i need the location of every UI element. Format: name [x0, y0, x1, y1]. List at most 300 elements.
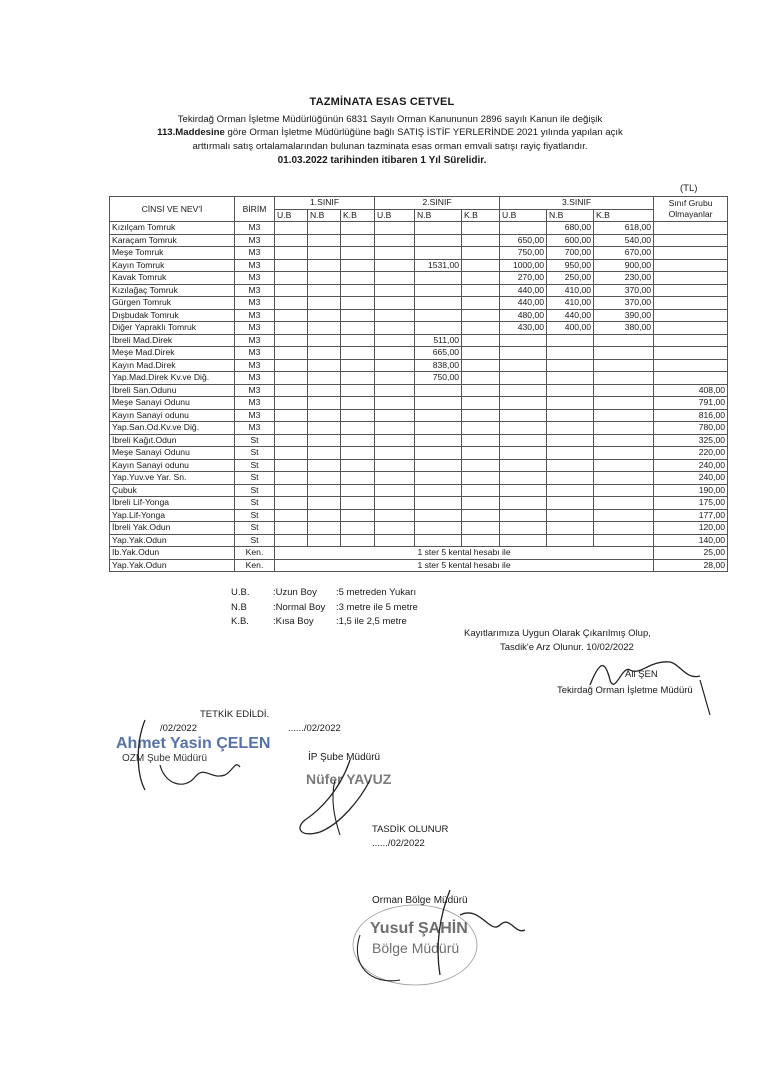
unit: M3	[235, 397, 275, 410]
product-name: Kayın Sanayi odunu	[110, 409, 235, 422]
c2-price-cell	[462, 222, 500, 235]
c2-price-cell	[415, 247, 462, 260]
c2-price-cell	[462, 497, 500, 510]
c2-price-cell	[375, 447, 415, 460]
unit: St	[235, 447, 275, 460]
c2-price-cell	[415, 434, 462, 447]
c2-price-cell	[415, 272, 462, 285]
c1-price-cell	[341, 359, 375, 372]
no-class-price	[654, 272, 728, 285]
header-ub: U.B	[275, 209, 308, 222]
product-name: İbreli Mad.Direk	[110, 334, 235, 347]
unit: M3	[235, 222, 275, 235]
c3-price-cell	[547, 434, 594, 447]
c2-price-cell	[375, 347, 415, 360]
document-title: TAZMİNATA ESAS CETVEL	[309, 96, 455, 108]
c1-price-cell	[275, 484, 308, 497]
c2-price-cell	[462, 434, 500, 447]
c1-price-cell	[275, 334, 308, 347]
c2-price-cell	[415, 322, 462, 335]
no-class-price: 175,00	[654, 497, 728, 510]
no-class-price	[654, 259, 728, 272]
c1-price-cell	[275, 284, 308, 297]
c3-price-cell	[594, 534, 654, 547]
c2-price-cell	[375, 534, 415, 547]
legend-name: :Normal Boy	[273, 601, 326, 613]
c3-price-cell	[500, 397, 547, 410]
c1-price-cell	[275, 297, 308, 310]
no-class-price: 816,00	[654, 409, 728, 422]
c1-price-cell	[308, 534, 341, 547]
unit: M3	[235, 322, 275, 335]
c2-price-cell	[462, 272, 500, 285]
legend-desc: :5 metreden Yukarı	[336, 587, 417, 598]
legend-desc: :3 metre ile 5 metre	[336, 601, 418, 613]
c3-price-cell	[500, 472, 547, 485]
c3-price-cell	[547, 397, 594, 410]
c1-price-cell	[341, 297, 375, 310]
c3-price-cell: 618,00	[594, 222, 654, 235]
ip-title: İP Şube Müdürü	[308, 752, 381, 763]
legend-row	[231, 615, 418, 630]
c3-price-cell	[594, 509, 654, 522]
legend-abbr: U.B.	[231, 587, 250, 598]
c2-price-cell	[415, 522, 462, 535]
prepared-statement-1: Kayıtlarımıza Uygun Olarak Çıkarılmış Olup,	[464, 628, 651, 639]
c3-price-cell: 390,00	[594, 309, 654, 322]
c2-price-cell	[462, 534, 500, 547]
c3-price-cell	[594, 434, 654, 447]
unit: M3	[235, 372, 275, 385]
c1-price-cell	[341, 459, 375, 472]
product-name: Meşe Tomruk	[110, 247, 235, 260]
c2-price-cell	[375, 459, 415, 472]
product-name: İbreli Kağıt.Odun	[110, 434, 235, 447]
c1-price-cell	[308, 272, 341, 285]
c1-price-cell	[308, 397, 341, 410]
c3-price-cell: 230,00	[594, 272, 654, 285]
legend-abbr: K.B.	[231, 616, 249, 627]
c2-price-cell	[462, 459, 500, 472]
table-row	[110, 497, 728, 510]
c2-price-cell	[375, 434, 415, 447]
table-row	[110, 259, 728, 272]
table-row	[110, 234, 728, 247]
c2-price-cell	[375, 272, 415, 285]
table-row	[110, 397, 728, 410]
c1-price-cell	[341, 472, 375, 485]
c3-price-cell	[547, 422, 594, 435]
c2-price-cell	[462, 309, 500, 322]
c2-price-cell	[415, 222, 462, 235]
c3-price-cell	[500, 459, 547, 472]
c1-price-cell	[341, 409, 375, 422]
intro-line-3: arttırmalı satış ortalamalarından bulunan tazminata esas orman emvali satışı rayiç fiyatlarıdır.	[192, 141, 588, 152]
stamp-celen-title: OZM Şube Müdürü	[122, 753, 208, 764]
stamp-sahin-title: Bölge Müdürü	[372, 940, 460, 956]
product-name: Kızılçam Tomruk	[110, 222, 235, 235]
unit: M3	[235, 359, 275, 372]
c3-price-cell: 250,00	[547, 272, 594, 285]
product-name: Karaçam Tomruk	[110, 234, 235, 247]
c1-price-cell	[341, 234, 375, 247]
c1-price-cell	[341, 497, 375, 510]
c3-price-cell	[547, 534, 594, 547]
product-name: İbreli Yak.Odun	[110, 522, 235, 535]
no-class-price	[654, 222, 728, 235]
c1-price-cell	[275, 309, 308, 322]
c2-price-cell	[462, 447, 500, 460]
no-class-price	[654, 359, 728, 372]
c1-price-cell	[275, 534, 308, 547]
reviewed-label: TETKİK EDİLDİ.	[200, 709, 270, 720]
c2-price-cell	[462, 247, 500, 260]
legend-row	[231, 586, 418, 601]
c2-price-cell	[415, 459, 462, 472]
c1-price-cell	[275, 234, 308, 247]
c1-price-cell	[308, 334, 341, 347]
c2-price-cell	[415, 472, 462, 485]
c2-price-cell	[462, 409, 500, 422]
c1-price-cell	[275, 397, 308, 410]
c2-price-cell	[462, 372, 500, 385]
no-class-price	[654, 334, 728, 347]
no-class-price	[654, 322, 728, 335]
product-name: Yap.Yuv.ve Yar. Sn.	[110, 472, 235, 485]
c2-price-cell	[375, 259, 415, 272]
c2-price-cell	[375, 322, 415, 335]
no-class-price: 120,00	[654, 522, 728, 535]
c2-price-cell	[462, 347, 500, 360]
c3-price-cell	[500, 384, 547, 397]
c2-price-cell	[375, 284, 415, 297]
table-row	[110, 372, 728, 385]
c2-price-cell	[415, 397, 462, 410]
prepared-statement-2: Tasdik'e Arz Olunur. 10/02/2022	[500, 642, 634, 653]
article-ref: 113.Maddesine	[157, 127, 225, 138]
signature-sahin	[340, 875, 540, 995]
product-name: Yap.San.Od.Kv.ve Diğ.	[110, 422, 235, 435]
c1-price-cell	[308, 422, 341, 435]
ip-name-stamp: Nüfer YAVUZ	[306, 771, 392, 787]
c2-price-cell	[415, 384, 462, 397]
c2-price-cell	[462, 234, 500, 247]
legend-name: :Kısa Boy	[273, 616, 314, 627]
unit: M3	[235, 409, 275, 422]
c2-price-cell	[462, 359, 500, 372]
c3-price-cell	[500, 497, 547, 510]
unit: St	[235, 459, 275, 472]
currency-label: (TL)	[680, 183, 698, 194]
c3-price-cell	[547, 459, 594, 472]
c2-price-cell	[415, 447, 462, 460]
product-name: Kayın Mad.Direk	[110, 359, 235, 372]
c2-price-cell	[415, 497, 462, 510]
c1-price-cell	[308, 497, 341, 510]
c1-price-cell	[275, 359, 308, 372]
c3-price-cell	[500, 347, 547, 360]
stamp-celen-name: Ahmet Yasin ÇELEN	[116, 735, 271, 752]
product-name: Yap.Yak.Odun	[110, 559, 235, 572]
c1-price-cell	[308, 259, 341, 272]
c3-price-cell	[500, 222, 547, 235]
c3-price-cell: 380,00	[594, 322, 654, 335]
prepared-by-name: Ali ŞEN	[625, 669, 658, 680]
no-class-price: 240,00	[654, 459, 728, 472]
c2-price-cell	[375, 234, 415, 247]
c3-price-cell	[547, 347, 594, 360]
prepared-by-title: Tekirdağ Orman İşletme Müdürü	[557, 685, 693, 696]
product-name: İbreli Lif-Yonga	[110, 497, 235, 510]
c2-price-cell	[462, 334, 500, 347]
no-class-price: 190,00	[654, 484, 728, 497]
c2-price-cell	[375, 422, 415, 435]
c3-price-cell	[594, 472, 654, 485]
c3-price-cell	[594, 447, 654, 460]
c1-price-cell	[341, 334, 375, 347]
table-row	[110, 447, 728, 460]
unit: St	[235, 509, 275, 522]
legend-abbr: N.B	[231, 601, 247, 613]
c1-price-cell	[275, 347, 308, 360]
c1-price-cell	[308, 222, 341, 235]
table-row	[110, 359, 728, 372]
table-row	[110, 384, 728, 397]
header-ub: U.B	[500, 209, 547, 222]
c3-price-cell	[594, 497, 654, 510]
no-class-price: 780,00	[654, 422, 728, 435]
header-ub: U.B	[375, 209, 415, 222]
c2-price-cell: 1531,00	[415, 259, 462, 272]
c3-price-cell: 700,00	[547, 247, 594, 260]
c1-price-cell	[308, 409, 341, 422]
c3-price-cell: 950,00	[547, 259, 594, 272]
c3-price-cell: 680,00	[547, 222, 594, 235]
unit: St	[235, 497, 275, 510]
table-row	[110, 534, 728, 547]
c3-price-cell	[547, 472, 594, 485]
c3-price-cell	[547, 334, 594, 347]
unit: M3	[235, 284, 275, 297]
product-name: Kızılağaç Tomruk	[110, 284, 235, 297]
product-name: Gürgen Tomruk	[110, 297, 235, 310]
unit: St	[235, 522, 275, 535]
table-row	[110, 522, 728, 535]
c1-price-cell	[308, 359, 341, 372]
c2-price-cell	[375, 497, 415, 510]
header-kb: K.B	[594, 209, 654, 222]
no-class-price	[654, 309, 728, 322]
table-row	[110, 322, 728, 335]
c2-price-cell	[375, 397, 415, 410]
header-nb: N.B	[308, 209, 341, 222]
product-name: Kayın Tomruk	[110, 259, 235, 272]
no-class-price: 240,00	[654, 472, 728, 485]
c3-price-cell	[547, 409, 594, 422]
c1-price-cell	[341, 534, 375, 547]
c3-price-cell	[547, 384, 594, 397]
table-row	[110, 284, 728, 297]
c1-price-cell	[308, 322, 341, 335]
table-row	[110, 434, 728, 447]
no-class-price	[654, 372, 728, 385]
c2-price-cell	[415, 409, 462, 422]
c2-price-cell	[415, 484, 462, 497]
product-name: Ib.Yak.Odun	[110, 547, 235, 560]
c3-price-cell	[594, 459, 654, 472]
c2-price-cell	[375, 472, 415, 485]
table-row	[110, 547, 728, 560]
product-name: Meşe Sanayi Odunu	[110, 397, 235, 410]
c1-price-cell	[308, 434, 341, 447]
c1-price-cell	[341, 447, 375, 460]
table-row	[110, 422, 728, 435]
c3-price-cell	[594, 334, 654, 347]
product-name: Yap.Yak.Odun	[110, 534, 235, 547]
no-class-price	[654, 347, 728, 360]
table-row	[110, 309, 728, 322]
c3-price-cell	[500, 422, 547, 435]
header-no-class: Sınıf Grubu Olmayanlar	[654, 197, 728, 222]
header-kind: CİNSİ VE NEV'İ	[110, 197, 235, 222]
unit: M3	[235, 334, 275, 347]
c3-price-cell	[547, 359, 594, 372]
c3-price-cell	[547, 447, 594, 460]
c1-price-cell	[341, 384, 375, 397]
c1-price-cell	[275, 522, 308, 535]
no-class-price: 408,00	[654, 384, 728, 397]
c2-price-cell	[375, 297, 415, 310]
c1-price-cell	[341, 522, 375, 535]
c2-price-cell	[375, 359, 415, 372]
header-class1: 1.SINIF	[275, 197, 375, 210]
c3-price-cell	[594, 372, 654, 385]
c1-price-cell	[308, 372, 341, 385]
c1-price-cell	[275, 509, 308, 522]
c2-price-cell	[462, 509, 500, 522]
stamp-sahin-name: Yusuf ŞAHİN	[370, 920, 468, 937]
c3-price-cell	[500, 334, 547, 347]
header-kb: K.B	[462, 209, 500, 222]
header-class3: 3.SINIF	[500, 197, 654, 210]
c3-price-cell	[500, 359, 547, 372]
conversion-note: 1 ster 5 kental hesabı ile	[275, 559, 654, 572]
no-class-price: 140,00	[654, 534, 728, 547]
c3-price-cell	[500, 509, 547, 522]
c2-price-cell: 665,00	[415, 347, 462, 360]
c1-price-cell	[308, 384, 341, 397]
product-name: Yap.Mad.Direk Kv.ve Diğ.	[110, 372, 235, 385]
approved-label: TASDİK OLUNUR	[372, 824, 449, 835]
unit: St	[235, 434, 275, 447]
product-name: Meşe Sanayi Odunu	[110, 447, 235, 460]
c1-price-cell	[308, 472, 341, 485]
c3-price-cell: 440,00	[547, 309, 594, 322]
legend	[231, 586, 418, 630]
unit: Ken.	[235, 559, 275, 572]
c3-price-cell	[594, 359, 654, 372]
c1-price-cell	[275, 322, 308, 335]
c1-price-cell	[275, 434, 308, 447]
c1-price-cell	[275, 497, 308, 510]
no-class-price: 25,00	[654, 547, 728, 560]
no-class-price: 791,00	[654, 397, 728, 410]
product-name: Kavak Tomruk	[110, 272, 235, 285]
c2-price-cell	[462, 322, 500, 335]
c3-price-cell: 650,00	[500, 234, 547, 247]
c1-price-cell	[275, 222, 308, 235]
table-row	[110, 409, 728, 422]
c3-price-cell	[500, 434, 547, 447]
c2-price-cell	[375, 309, 415, 322]
c2-price-cell	[462, 397, 500, 410]
c1-price-cell	[341, 484, 375, 497]
legend-name: :Uzun Boy	[273, 587, 317, 598]
c2-price-cell	[375, 484, 415, 497]
c3-price-cell	[547, 497, 594, 510]
product-name: Kayın Sanayi odunu	[110, 459, 235, 472]
no-class-price: 325,00	[654, 434, 728, 447]
signature-ali-sen	[560, 640, 740, 720]
c2-price-cell	[375, 372, 415, 385]
c1-price-cell	[275, 259, 308, 272]
c3-price-cell: 600,00	[547, 234, 594, 247]
c1-price-cell	[275, 247, 308, 260]
c3-price-cell: 370,00	[594, 284, 654, 297]
no-class-price: 177,00	[654, 509, 728, 522]
c1-price-cell	[341, 509, 375, 522]
c1-price-cell	[308, 309, 341, 322]
c2-price-cell	[462, 472, 500, 485]
unit: M3	[235, 272, 275, 285]
c3-price-cell	[500, 522, 547, 535]
conversion-note: 1 ster 5 kental hesabı ile	[275, 547, 654, 560]
c2-price-cell	[415, 509, 462, 522]
signature-celen	[115, 705, 255, 800]
product-name: Çubuk	[110, 484, 235, 497]
c3-price-cell	[547, 522, 594, 535]
unit: Ken.	[235, 547, 275, 560]
c2-price-cell: 511,00	[415, 334, 462, 347]
c2-price-cell	[415, 534, 462, 547]
unit: St	[235, 534, 275, 547]
c1-price-cell	[341, 322, 375, 335]
c2-price-cell	[462, 422, 500, 435]
header-unit: BİRİM	[235, 197, 275, 222]
price-table	[109, 196, 728, 572]
c2-price-cell	[415, 297, 462, 310]
c1-price-cell	[341, 309, 375, 322]
product-name: İbreli San.Odunu	[110, 384, 235, 397]
c1-price-cell	[308, 522, 341, 535]
unit: M3	[235, 347, 275, 360]
c3-price-cell	[547, 509, 594, 522]
unit: M3	[235, 297, 275, 310]
c3-price-cell: 440,00	[500, 297, 547, 310]
c1-price-cell	[275, 472, 308, 485]
table-row	[110, 347, 728, 360]
unit: M3	[235, 259, 275, 272]
c1-price-cell	[341, 347, 375, 360]
c3-price-cell: 670,00	[594, 247, 654, 260]
c3-price-cell	[594, 422, 654, 435]
c2-price-cell	[375, 509, 415, 522]
c2-price-cell: 838,00	[415, 359, 462, 372]
c1-price-cell	[308, 509, 341, 522]
c3-price-cell	[594, 522, 654, 535]
c3-price-cell: 400,00	[547, 322, 594, 335]
c3-price-cell: 1000,00	[500, 259, 547, 272]
